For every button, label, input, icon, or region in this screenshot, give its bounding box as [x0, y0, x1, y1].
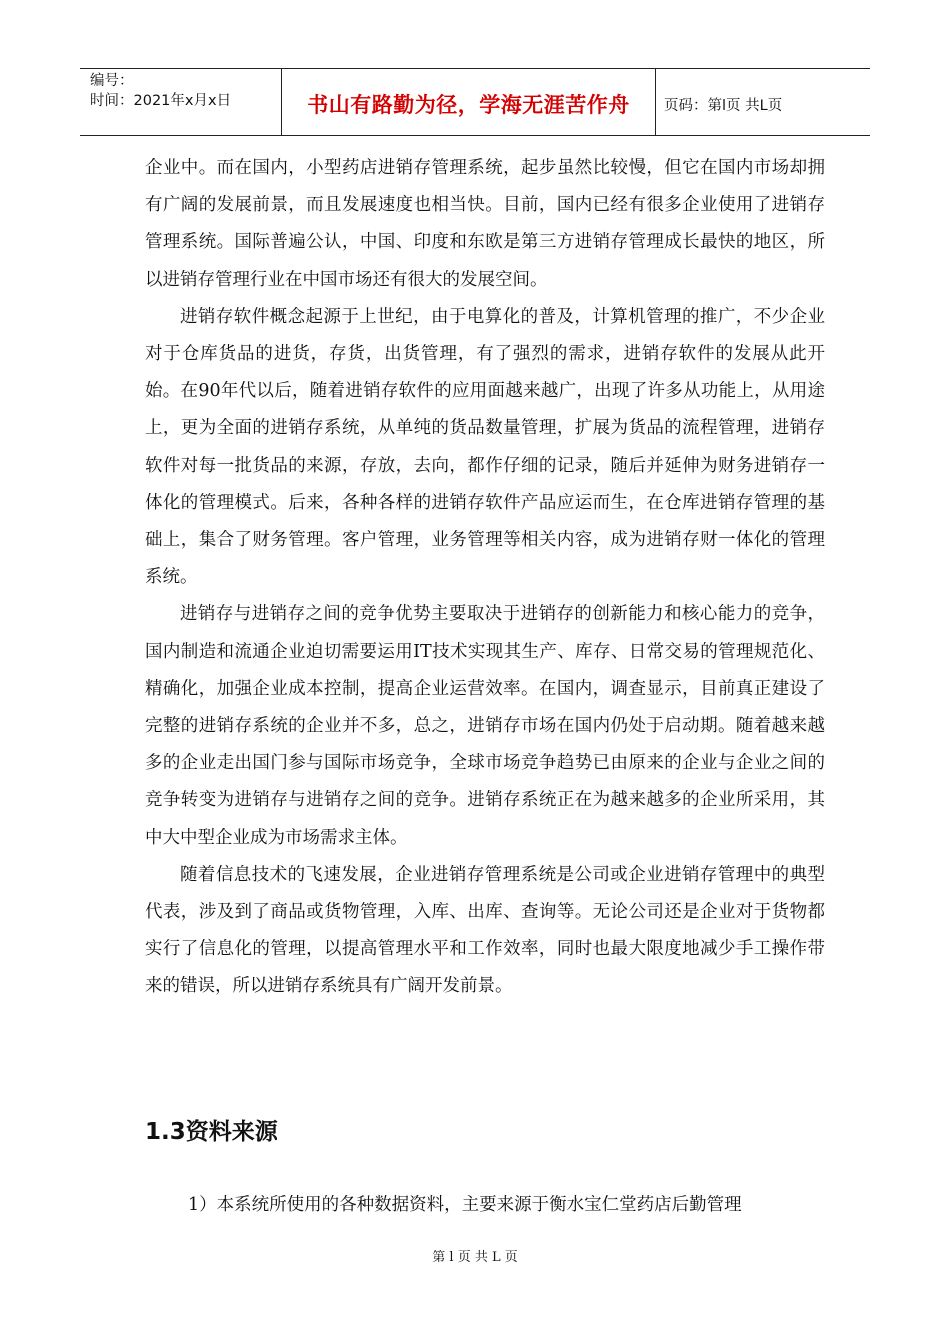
list-item: 1）本系统所使用的各种数据资料，主要来源于衡水宝仁堂药店后勤管理 — [188, 1195, 742, 1215]
paragraph: 企业中。而在国内，小型药店进销存管理系统，起步虽然比较慢，但它在国内市场却拥有广阔的发展前景，而且发展速度也相当快。目前，国内已经有很多企业使用了进销存管理系统。国际普遍公认，中国、印度和东欧是第三方进销存管理成长最快的地区，所以进销存管理行业在中国市场还有很大的发展空间。 — [145, 158, 825, 290]
paragraph: 进销存软件概念起源于上世纪，由于电算化的普及，计算机管理的推广，不少企业对于仓库货品的进货，存货，出货管理，有了强烈的需求，进销存软件的发展从此开始。在90年代以后，随着进销存软件的应用面越来越广，出现了许多从功能上，从用途上，更为全面的进销存系统，从单纯的货品数量管理，扩展为货品的流程管理，进销存软件对每一批货品的来源，存放，去向，都作仔细的记录，随后并延伸为财务进销存一体化的管理模式。后来，各种各样的进销存软件产品应运而生，在仓库进销存管理的基础上，集合了财务管理。客户管理，业务管理等相关内容，成为进销存财一体化的管理系统。 — [145, 306, 825, 588]
section-heading: 1.3资料来源 — [145, 1119, 278, 1145]
header-motto: 书山有路勤为径，学海无涯苦作舟 — [282, 69, 656, 135]
document-date-label: 时间：2021年x月x日 — [90, 93, 232, 109]
page-footer: 第 l 页 共 L 页 — [432, 1250, 518, 1265]
paragraph: 进销存与进销存之间的竞争优势主要取决于进销存的创新能力和核心能力的竞争，国内制造和流通企业迫切需要运用IT技术实现其生产、库存、日常交易的管理规范化、精确化，加强企业成本控制，提高企业运营效率。在国内，调查显示，目前真正建设了完整的进销存系统的企业并不多，总之，进销存市场在国内仍处于启动期。随着越来越多的企业走出国门参与国际市场竞争，全球市场竞争趋势已由原来的企业与企业之间的竞争转变为进销存与进销存之间的竞争。进销存系统正在为越来越多的企业所采用，其中大中型企业成为市场需求主体。 — [145, 604, 825, 848]
page-header — [80, 68, 870, 136]
document-number-label: 编号： — [90, 73, 134, 89]
paragraph: 随着信息技术的飞速发展，企业进销存管理系统是公司或企业进销存管理中的典型代表，涉及到了商品或货物管理，入库、出库、查询等。无论公司还是企业对于货物都实行了信息化的管理，以提高管理水平和工作效率，同时也最大限度地减少手工操作带来的错误，所以进销存系统具有广阔开发前景。 — [145, 864, 825, 997]
document-body — [145, 150, 825, 1006]
header-page-number: 页码：第l页 共L页 — [664, 97, 783, 114]
header-meta-cell — [80, 69, 282, 135]
